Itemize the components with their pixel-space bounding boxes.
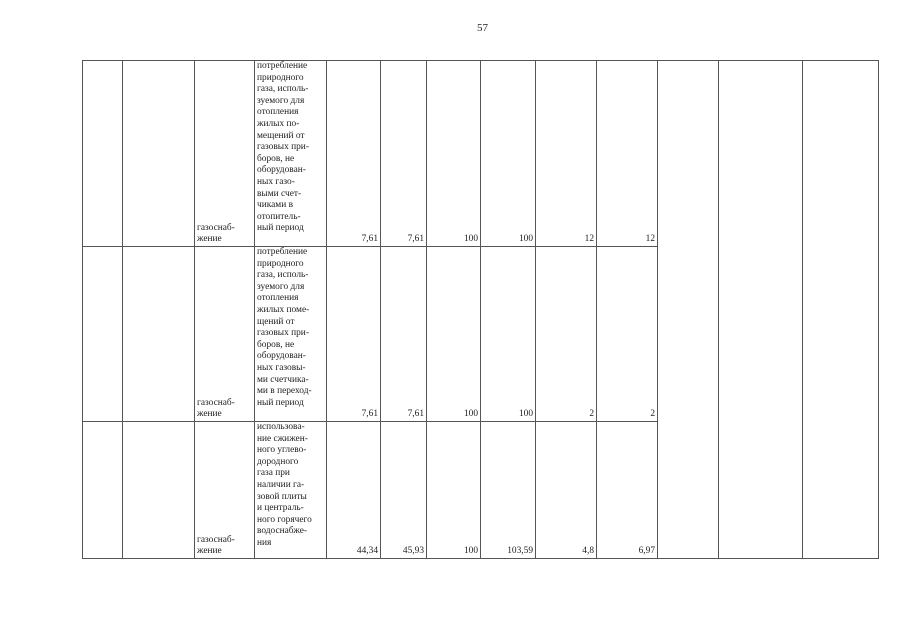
page-number: 57: [477, 22, 488, 34]
description-cell: [255, 247, 327, 422]
service-kind-cell: [195, 422, 255, 559]
value-cell: 100: [427, 247, 481, 422]
value-cell: 100: [481, 61, 536, 247]
description-text: потребление природного газа, исполь- зуемого для отопления жилых по- мещений от газовых при- боров, не оборудован- ных газо- выми счет- чиками в отопитель- ный период: [257, 61, 309, 234]
service-kind-text: газоснаб- жение: [197, 534, 235, 557]
value-cell: 7,61: [381, 247, 427, 422]
value-cell: 100: [427, 61, 481, 247]
description-cell: [255, 61, 327, 247]
value-cell: 4,8: [536, 422, 597, 559]
value-cell: 6,97: [597, 422, 658, 559]
value-cell: 7,61: [327, 61, 381, 247]
value-cell: 103,59: [481, 422, 536, 559]
value-cell: 45,93: [381, 422, 427, 559]
value-cell: 2: [536, 247, 597, 422]
service-kind-cell: [195, 247, 255, 422]
value-cell: 44,34: [327, 422, 381, 559]
value-cell: 7,61: [327, 247, 381, 422]
service-kind-text: газоснаб- жение: [197, 397, 235, 420]
value-cell: 2: [597, 247, 658, 422]
empty-cell: [123, 247, 195, 422]
service-kind-text: газоснаб- жение: [197, 222, 235, 245]
empty-cell: [83, 247, 123, 422]
empty-cell: [719, 61, 803, 559]
value-cell: 100: [481, 247, 536, 422]
empty-cell: [803, 61, 879, 559]
value-cell: 12: [597, 61, 658, 247]
description-text: использова- ние сжижен- ного углево- дородного газа при наличии га- зовой плиты и централь- ного горячего водоснабже- ния: [257, 422, 312, 548]
tariff-table: [82, 60, 879, 559]
value-cell: 100: [427, 422, 481, 559]
description-cell: [255, 422, 327, 559]
empty-cell: [123, 61, 195, 247]
empty-cell: [83, 61, 123, 247]
empty-cell: [123, 422, 195, 559]
table-row: [83, 61, 879, 247]
service-kind-cell: [195, 61, 255, 247]
description-text: потребление природного газа, исполь- зуемого для отопления жилых поме- щений от газовых при- боров, не оборудован- ных газовы- ми счетчика- ми в переход- ный период: [257, 247, 312, 408]
empty-cell: [658, 61, 719, 559]
value-cell: 12: [536, 61, 597, 247]
value-cell: 7,61: [381, 61, 427, 247]
empty-cell: [83, 422, 123, 559]
